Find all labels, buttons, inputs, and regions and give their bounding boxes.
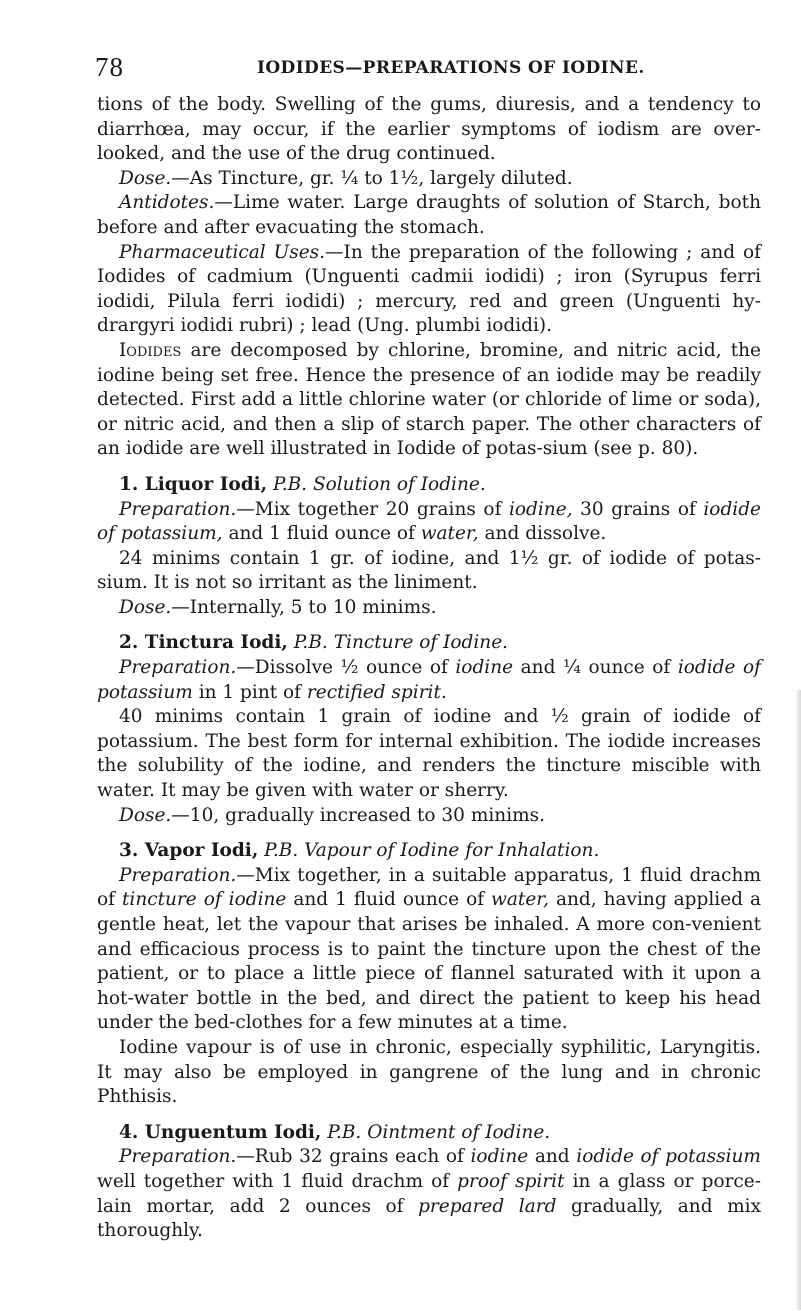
section-2-prep-italic-1: iodine (455, 657, 514, 679)
section-3-prep-text-b: and 1 fluid ounce of (286, 889, 492, 911)
section-3-note: Iodine vapour is of use in chronic, especially syphilitic, Laryngitis. It may also be employed in gangrene of the lung and in chronic Phthisis. (97, 1036, 761, 1108)
section-2-preparation (97, 656, 761, 705)
section-4-prep-label: Preparation. (119, 1146, 237, 1168)
section-1-dose (97, 596, 761, 621)
section-1-prep-label: Preparation. (119, 498, 237, 520)
section-1-prep-italic-2: iodide of potassium, (97, 498, 761, 545)
section-2-prep-italic-2: iodide of potassium (97, 657, 761, 703)
section-1-heading (97, 473, 761, 498)
section-2-prep-text-a: —Dissolve ½ ounce of (236, 657, 456, 679)
section-4-title: 4. Unguentum Iodi, (119, 1121, 322, 1143)
running-head: IODIDES—PREPARATIONS OF IODINE. (257, 58, 645, 78)
section-1-contains: 24 minims contain 1 gr. of iodine, and 1½ gr. of iodide of potas-sium. It is not so irritant as the liniment. (97, 547, 761, 594)
section-2-dose-text: —10, gradually increased to 30 minims. (171, 804, 546, 826)
section-1-prep-italic-1: iodine, (508, 498, 573, 520)
iodides-paragraph (97, 339, 761, 462)
section-1-pb: P.B. (273, 473, 308, 495)
section-2-prep-italic-3: rectified spirit. (306, 681, 447, 703)
section-4-subtitle: Ointment of Iodine. (367, 1121, 551, 1143)
section-2-title: 2. Tinctura Iodi, (119, 632, 288, 654)
pharmaceutical-uses-paragraph (97, 241, 761, 339)
section-4-prep-text-b: and (528, 1146, 577, 1168)
section-3-prep-text-a: —Mix together, in a suitable apparatus, 1 fluid drachm of (97, 864, 761, 911)
section-1-prep-text-c: and 1 fluid ounce of (222, 523, 421, 545)
section-3-prep-italic-2: water, (491, 889, 549, 911)
page-edge-shadow (795, 690, 801, 1310)
section-3-heading (97, 839, 761, 864)
dose-text: —As Tincture, gr. ¼ to 1½, largely diluted. (171, 167, 573, 189)
iodides-lead: Iodides (119, 339, 182, 361)
page-body (97, 93, 761, 1244)
section-1-prep-italic-3: water, (420, 523, 479, 545)
section-4-preparation (97, 1145, 761, 1243)
section-1-dose-text: —Internally, 5 to 10 minims. (171, 596, 437, 618)
paragraph-continuation: tions of the body. Swelling of the gums, diuresis, and a tendency to diarrhœa, may occur, if the earlier symptoms of iodism are over-looked, and the use of the drug continued. (97, 94, 761, 165)
section-1-prep-text-a: —Mix together 20 grains of (236, 498, 509, 520)
section-1-preparation (97, 498, 761, 547)
section-4-prep-italic-3: proof spirit (457, 1170, 565, 1192)
section-4-prep-text-c: well together with 1 fluid drachm of (97, 1170, 458, 1192)
section-3-pb: P.B. (264, 840, 299, 862)
pharmaceutical-uses-text: —In the preparation of the following ; and of Iodides of cadmium (Unguenti cadmii iodidi) ; iron (Syrupus ferri iodidi, Pilula ferri iodidi) ; mercury, red and green (Unguenti hy-drargyri iodidi rubri) ; lead (Ung. plumbi iodidi). (97, 241, 761, 337)
antidotes-label: Antidotes. (119, 192, 215, 214)
iodides-text: are decomposed by chlorine, bromine, and nitric acid, the iodine being set free. Hence the presence of an iodide may be readily detected. First add a little chlorine water (or chloride of lime or soda), or nitric acid, and then a slip of starch paper. The other characters of an iodide are well illustrated in Iodide of potas-sium (see p. 80). (97, 339, 761, 460)
section-1-title: 1. Liquor Iodi, (119, 473, 268, 495)
page-number: 78 (95, 52, 124, 82)
page-header (95, 48, 761, 82)
section-1-prep-text-d: and dissolve. (478, 523, 607, 545)
section-1-subtitle: Solution of Iodine. (312, 473, 486, 495)
section-3-prep-text-c: and, having applied a gentle heat, let the vapour that arises be inhaled. A more con-venient and efficacious process is to paint the tincture upon the chest of the patient, or to place a little piece of flannel saturated with it upon a hot-water bottle in the bed, and direct the patient to keep his head under the bed-clothes for a few minutes at a time. (97, 889, 761, 1034)
section-3-preparation (97, 864, 761, 1036)
section-4-prep-text-d: in a glass or porce-lain mortar, add 2 ounces of (97, 1170, 761, 1217)
antidotes-text: —Lime water. Large draughts of solution of Starch, both before and after evacuating the stomach. (97, 192, 761, 238)
section-1-prep-text-b: 30 grains of (572, 498, 704, 520)
section-3-subtitle: Vapour of Iodine for Inhalation. (304, 840, 600, 862)
pharmaceutical-uses-label: Pharmaceutical Uses. (119, 241, 326, 263)
section-4-prep-italic-2: iodide of potassium (576, 1146, 761, 1168)
section-3-title: 3. Vapor Iodi, (119, 840, 259, 862)
dose-paragraph (97, 167, 761, 192)
section-4-prep-text-a: —Rub 32 grains each of (236, 1146, 471, 1168)
section-2-dose-label: Dose. (119, 804, 172, 826)
section-4-prep-italic-1: iodine (470, 1146, 529, 1168)
section-4-prep-italic-4: prepared lard (418, 1195, 557, 1217)
section-4-heading (97, 1121, 761, 1146)
section-4-prep-text-e: gradually, and mix thoroughly. (97, 1195, 761, 1242)
section-2-prep-text-c: in 1 pint of (192, 681, 307, 703)
section-2-dose (97, 804, 761, 829)
section-3-prep-label: Preparation. (119, 864, 237, 886)
section-2-prep-label: Preparation. (119, 657, 237, 679)
section-2-subtitle: Tincture of Iodine. (333, 632, 509, 654)
dose-label: Dose. (119, 167, 172, 189)
section-2-contains: 40 minims contain 1 grain of iodine and ½ grain of iodide of potassium. The best form for internal exhibition. The iodide increases the solubility of the iodine, and renders the tincture miscible with water. It may be given with water or sherry. (97, 706, 761, 802)
section-2-prep-text-b: and ¼ ounce of (513, 657, 678, 679)
section-1-dose-label: Dose. (119, 596, 172, 618)
section-2-pb: P.B. (293, 632, 328, 654)
antidotes-paragraph (97, 191, 761, 240)
section-2-heading (97, 631, 761, 656)
section-4-pb: P.B. (327, 1121, 362, 1143)
section-3-prep-italic-1: tincture of iodine (121, 889, 287, 911)
